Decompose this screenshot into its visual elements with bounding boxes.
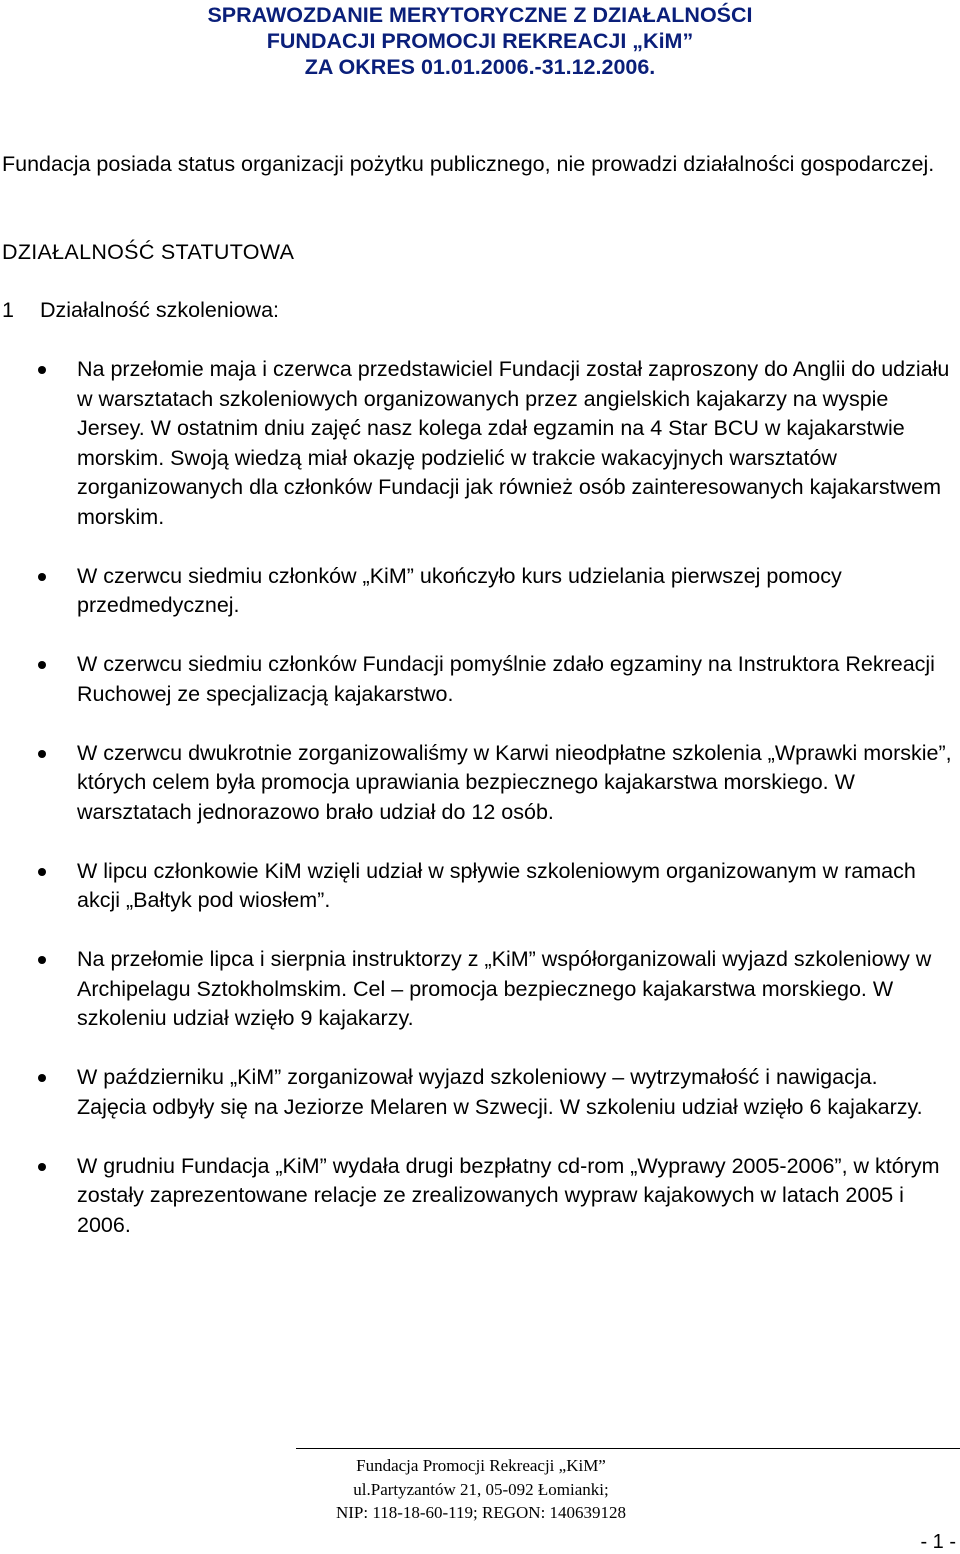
list-item-text: W październiku „KiM” zorganizował wyjazd szkoleniowy – wytrzymałość i nawigacja. Zajęcia odbyły się na Jeziorze Melaren w Szwecji. W szkoleniu udział wzięło 6 kajakarzy.	[77, 1065, 923, 1119]
list-item-text: W grudniu Fundacja „KiM” wydała drugi bezpłatny cd-rom „Wyprawy 2005-2006”, w którym zostały zaprezentowane relacje ze zrealizowanych wypraw kajakowych w latach 2005 i 2006.	[77, 1153, 940, 1237]
title-line-1: SPRAWOZDANIE MERYTORYCZNE Z DZIAŁALNOŚCI	[207, 3, 753, 27]
bullet-icon	[38, 956, 46, 964]
list-item	[0, 650, 960, 709]
list-item	[0, 355, 960, 532]
bullet-icon	[38, 750, 46, 758]
section-heading: DZIAŁALNOŚĆ STATUTOWA	[2, 240, 295, 264]
list-item	[0, 1152, 960, 1241]
bullet-icon	[38, 661, 46, 669]
bullet-icon	[38, 573, 46, 581]
list-item-text: W czerwcu dwukrotnie zorganizowaliśmy w Karwi nieodpłatne szkolenia „Wprawki morskie”, których celem była promocja uprawiania bezpiecznego kajakarstwa morskiego. W warsztatach jednorazowo brało udział do 12 osób.	[77, 740, 952, 824]
footer-line-1: Fundacja Promocji Rekreacji „KiM”	[356, 1456, 606, 1475]
footer	[296, 1454, 666, 1525]
list-item-text: Na przełomie lipca i sierpnia instruktorzy z „KiM” współorganizowali wyjazd szkoleniowy w Archipelagu Sztokholmskim. Cel – promocja bezpiecznego kajakarstwa morskiego. W szkoleniu udział wzięło 9 kajakarzy.	[77, 947, 932, 1030]
list-item	[0, 945, 960, 1034]
footer-line-3: NIP: 118-18-60-119; REGON: 140639128	[335, 1503, 627, 1522]
footer-divider	[296, 1448, 960, 1449]
subheading	[2, 296, 279, 325]
list-item-text: W czerwcu siedmiu członków „KiM” ukończyło kurs udzielania pierwszej pomocy przedmedycznej.	[77, 563, 842, 617]
list-item	[0, 857, 960, 916]
intro-paragraph: Fundacja posiada status organizacji pożytku publicznego, nie prowadzi działalności gospodarczej.	[2, 152, 935, 176]
subheading-text: Działalność szkoleniowa:	[40, 298, 279, 322]
list-item	[0, 1063, 960, 1122]
list-item-text: W lipcu członkowie KiM wzięli udział w spływie szkoleniowym organizowanym w ramach akcji „Bałtyk pod wiosłem”.	[77, 858, 916, 912]
list-item	[0, 739, 960, 828]
bullet-icon	[38, 1163, 46, 1171]
bullet-icon	[38, 868, 46, 876]
footer-line-2: ul.Partyzantów 21, 05-092 Łomianki;	[353, 1479, 609, 1499]
list-item-text: Na przełomie maja i czerwca przedstawiciel Fundacji został zaproszony do Anglii do udziału w warsztatach szkoleniowych organizowanych przez angielskich kajakarzy na wyspie Jersey. W ostatnim dniu zajęć nasz kolega zdał egzamin na 4 Star BCU w kajakarstwie morskim. Swoją wiedzą miał okazję podzielić w trakcie wakacyjnych warsztatów zorganizowanych dla członków Fundacji jak również osób zainteresowanych kajakarstwem morskim.	[77, 357, 950, 529]
bullet-icon	[38, 366, 46, 374]
activity-list	[0, 355, 960, 1270]
page-number: - 1 -	[920, 1531, 956, 1553]
bullet-icon	[38, 1074, 46, 1082]
document-title	[0, 2, 960, 80]
list-item	[0, 562, 960, 621]
subheading-number: 1	[2, 298, 14, 322]
list-item-text: W czerwcu siedmiu członków Fundacji pomyślnie zdało egzaminy na Instruktora Rekreacji Ruchowej ze specjalizacją kajakarstwo.	[77, 652, 935, 706]
title-line-2: FUNDACJI PROMOCJI REKREACJI „KiM”	[266, 29, 694, 53]
title-line-3: ZA OKRES 01.01.2006.-31.12.2006.	[304, 55, 656, 79]
